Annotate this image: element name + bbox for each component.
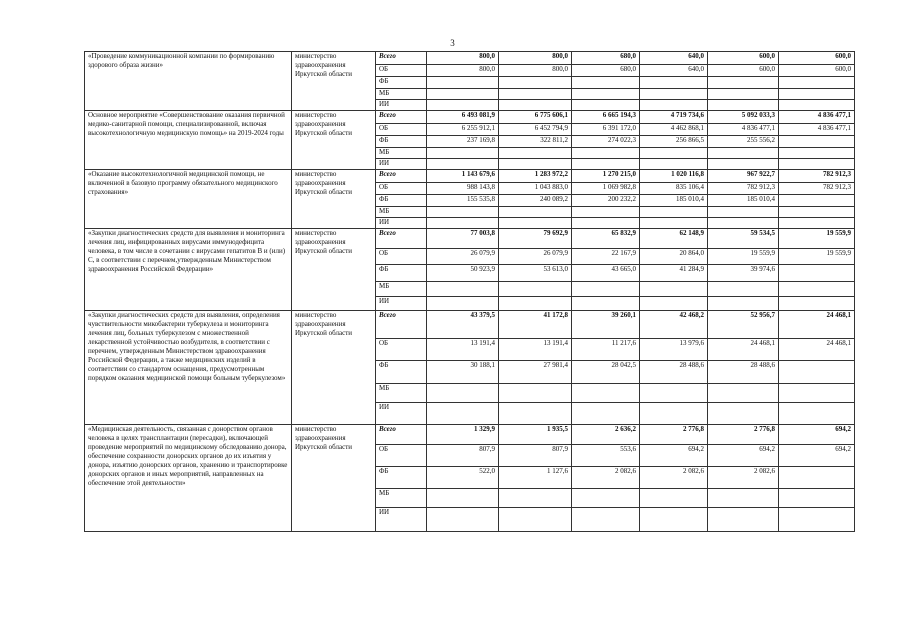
amount-cell xyxy=(640,403,708,425)
funding-source-cell: ОБ xyxy=(376,339,427,361)
amount-cell: 43 665,0 xyxy=(572,265,640,282)
funding-source-cell: Всего xyxy=(376,52,427,65)
amount-cell: 155 535,8 xyxy=(427,195,499,207)
amount-cell xyxy=(572,489,640,508)
amount-cell: 2 082,6 xyxy=(640,467,708,489)
funding-source-cell: ИИ xyxy=(376,297,427,311)
amount-cell xyxy=(499,218,572,229)
amount-cell xyxy=(427,489,499,508)
amount-cell xyxy=(499,89,572,100)
amount-cell: 39 260,1 xyxy=(572,311,640,339)
funding-source-cell: Всего xyxy=(376,170,427,183)
responsible-org-cell: министерство здравоохранения Иркутской области xyxy=(292,425,376,532)
amount-cell: 1 935,5 xyxy=(499,425,572,445)
amount-cell xyxy=(640,489,708,508)
amount-cell xyxy=(640,100,708,111)
amount-cell: 22 167,9 xyxy=(572,249,640,265)
amount-cell xyxy=(708,89,779,100)
amount-cell xyxy=(572,508,640,532)
amount-cell xyxy=(427,508,499,532)
amount-cell: 800,0 xyxy=(427,65,499,77)
amount-cell: 28 042,5 xyxy=(572,361,640,384)
funding-source-cell: Всего xyxy=(376,311,427,339)
amount-cell: 2 776,8 xyxy=(708,425,779,445)
amount-cell xyxy=(708,100,779,111)
amount-cell: 5 092 033,3 xyxy=(708,111,779,124)
amount-cell xyxy=(499,159,572,170)
funding-source-cell: ИИ xyxy=(376,508,427,532)
amount-cell: 600,0 xyxy=(779,52,855,65)
activity-name-cell: «Медицинская деятельность, связанная с донорством органов человека в целях трансплантации (пересадки), включающей проведение мероприятий по медицинскому обследованию донора, обеспечение сохранности донорских органов до их изъятия у донора, изъятию донорских органов, хранению и транспортировке донорских органов и иных мероприятий, направленных на обеспечение этой деятельности» xyxy=(85,425,292,532)
amount-cell: 4 836 477,1 xyxy=(708,124,779,136)
amount-cell xyxy=(779,403,855,425)
amount-cell xyxy=(708,403,779,425)
amount-cell: 28 488,6 xyxy=(708,361,779,384)
amount-cell xyxy=(427,297,499,311)
activity-name-cell: «Закупки диагностических средств для выявления и мониторинга лечения лиц, инфицированных вирусами иммунодефицита человека, в том числе в сочетании с вирусами гепатитов В и (или) С, в соответствии с перечнем,утвержденным Министерством здравоохранения Российской Федерации» xyxy=(85,229,292,311)
amount-cell: 800,0 xyxy=(427,52,499,65)
amount-cell: 6 452 794,9 xyxy=(499,124,572,136)
amount-cell xyxy=(572,218,640,229)
funding-source-cell: ИИ xyxy=(376,159,427,170)
amount-cell xyxy=(779,467,855,489)
table-row xyxy=(85,311,855,339)
funding-source-cell: ФБ xyxy=(376,467,427,489)
funding-source-cell: ИИ xyxy=(376,403,427,425)
amount-cell: 694,2 xyxy=(640,445,708,467)
table-body xyxy=(85,52,855,532)
amount-cell xyxy=(779,89,855,100)
amount-cell: 59 534,5 xyxy=(708,229,779,249)
responsible-org-cell: министерство здравоохранения Иркутской области xyxy=(292,229,376,311)
amount-cell xyxy=(572,100,640,111)
amount-cell xyxy=(499,508,572,532)
amount-cell xyxy=(427,77,499,89)
amount-cell xyxy=(427,282,499,297)
amount-cell: 967 922,7 xyxy=(708,170,779,183)
amount-cell: 988 143,8 xyxy=(427,183,499,195)
amount-cell xyxy=(640,148,708,159)
amount-cell: 2 636,2 xyxy=(572,425,640,445)
amount-cell: 1 283 972,2 xyxy=(499,170,572,183)
amount-cell xyxy=(779,100,855,111)
amount-cell: 807,9 xyxy=(427,445,499,467)
amount-cell xyxy=(708,297,779,311)
page-number: 3 xyxy=(450,38,455,48)
amount-cell: 1 043 883,0 xyxy=(499,183,572,195)
amount-cell: 6 665 194,3 xyxy=(572,111,640,124)
amount-cell: 600,0 xyxy=(708,65,779,77)
amount-cell: 20 864,0 xyxy=(640,249,708,265)
responsible-org-cell: министерство здравоохранения Иркутской области xyxy=(292,111,376,170)
amount-cell: 782 912,3 xyxy=(708,183,779,195)
amount-cell: 835 106,4 xyxy=(640,183,708,195)
amount-cell: 800,0 xyxy=(499,52,572,65)
amount-cell: 26 079,9 xyxy=(427,249,499,265)
amount-cell xyxy=(640,384,708,403)
amount-cell: 237 169,8 xyxy=(427,136,499,148)
amount-cell xyxy=(572,159,640,170)
amount-cell xyxy=(640,297,708,311)
amount-cell xyxy=(499,100,572,111)
funding-source-cell: Всего xyxy=(376,425,427,445)
amount-cell: 1 020 116,8 xyxy=(640,170,708,183)
amount-cell: 27 981,4 xyxy=(499,361,572,384)
amount-cell: 24 468,1 xyxy=(779,311,855,339)
amount-cell: 2 082,6 xyxy=(708,467,779,489)
amount-cell xyxy=(779,282,855,297)
amount-cell xyxy=(427,384,499,403)
funding-source-cell: ИИ xyxy=(376,100,427,111)
funding-source-cell: ИИ xyxy=(376,218,427,229)
amount-cell xyxy=(779,195,855,207)
amount-cell xyxy=(427,159,499,170)
amount-cell: 322 811,2 xyxy=(499,136,572,148)
amount-cell: 600,0 xyxy=(779,65,855,77)
amount-cell: 62 148,9 xyxy=(640,229,708,249)
amount-cell xyxy=(427,403,499,425)
amount-cell xyxy=(779,361,855,384)
funding-source-cell: МБ xyxy=(376,282,427,297)
amount-cell: 19 559,9 xyxy=(779,229,855,249)
amount-cell: 19 559,9 xyxy=(779,249,855,265)
funding-source-cell: ФБ xyxy=(376,195,427,207)
amount-cell xyxy=(640,508,708,532)
budget-table xyxy=(84,51,855,532)
funding-source-cell: ФБ xyxy=(376,265,427,282)
amount-cell: 6 391 172,0 xyxy=(572,124,640,136)
amount-cell: 24 468,1 xyxy=(708,339,779,361)
amount-cell: 240 089,2 xyxy=(499,195,572,207)
funding-source-cell: ФБ xyxy=(376,136,427,148)
table-row xyxy=(85,229,855,249)
amount-cell: 2 776,8 xyxy=(640,425,708,445)
amount-cell: 274 022,3 xyxy=(572,136,640,148)
amount-cell: 1 127,6 xyxy=(499,467,572,489)
funding-source-cell: МБ xyxy=(376,89,427,100)
amount-cell: 782 912,3 xyxy=(779,183,855,195)
responsible-org-cell: министерство здравоохранения Иркутской области xyxy=(292,170,376,229)
amount-cell: 185 010,4 xyxy=(640,195,708,207)
amount-cell: 28 488,6 xyxy=(640,361,708,384)
amount-cell xyxy=(572,207,640,218)
amount-cell xyxy=(708,489,779,508)
amount-cell: 6 493 081,9 xyxy=(427,111,499,124)
amount-cell xyxy=(779,489,855,508)
funding-source-cell: ОБ xyxy=(376,183,427,195)
table-row xyxy=(85,425,855,445)
amount-cell xyxy=(779,148,855,159)
amount-cell xyxy=(572,89,640,100)
amount-cell: 256 866,5 xyxy=(640,136,708,148)
amount-cell: 4 462 868,1 xyxy=(640,124,708,136)
responsible-org-cell: министерство здравоохранения Иркутской области xyxy=(292,52,376,111)
amount-cell xyxy=(779,136,855,148)
amount-cell: 200 232,2 xyxy=(572,195,640,207)
amount-cell: 600,0 xyxy=(708,52,779,65)
funding-source-cell: Всего xyxy=(376,111,427,124)
amount-cell: 53 613,0 xyxy=(499,265,572,282)
amount-cell: 41 284,9 xyxy=(640,265,708,282)
funding-source-cell: ОБ xyxy=(376,249,427,265)
amount-cell xyxy=(779,384,855,403)
amount-cell: 42 468,2 xyxy=(640,311,708,339)
amount-cell: 19 559,9 xyxy=(708,249,779,265)
funding-source-cell: ОБ xyxy=(376,445,427,467)
amount-cell: 1 270 215,0 xyxy=(572,170,640,183)
amount-cell xyxy=(427,100,499,111)
amount-cell xyxy=(427,218,499,229)
amount-cell xyxy=(708,159,779,170)
amount-cell xyxy=(640,89,708,100)
amount-cell xyxy=(427,89,499,100)
amount-cell xyxy=(640,159,708,170)
amount-cell: 694,2 xyxy=(708,445,779,467)
amount-cell xyxy=(708,77,779,89)
amount-cell xyxy=(779,77,855,89)
amount-cell: 50 923,9 xyxy=(427,265,499,282)
activity-name-cell: «Закупки диагностических средств для выявления, определения чувствительности микобактерии туберкулеза и мониторинга лечения лиц, больных туберкулезом с множественной лекарственной устойчивостью возбудителя, в соответствии с перечнем, утвержденным Министерством здравоохранения Российской Федерации, а также медицинских изделий в соответствии со стандартом оснащения, предусмотренным порядком оказания медицинской помощи больным туберкулезом» xyxy=(85,311,292,425)
funding-source-cell: ФБ xyxy=(376,361,427,384)
amount-cell: 694,2 xyxy=(779,425,855,445)
amount-cell: 1 069 982,8 xyxy=(572,183,640,195)
amount-cell: 43 379,5 xyxy=(427,311,499,339)
amount-cell: 255 556,2 xyxy=(708,136,779,148)
amount-cell xyxy=(499,148,572,159)
amount-cell xyxy=(427,148,499,159)
amount-cell xyxy=(779,159,855,170)
amount-cell: 79 692,9 xyxy=(499,229,572,249)
responsible-org-cell: министерство здравоохранения Иркутской области xyxy=(292,311,376,425)
amount-cell: 807,9 xyxy=(499,445,572,467)
amount-cell: 4 836 477,1 xyxy=(779,124,855,136)
funding-source-cell: ФБ xyxy=(376,77,427,89)
amount-cell xyxy=(640,77,708,89)
amount-cell xyxy=(708,384,779,403)
amount-cell xyxy=(708,207,779,218)
amount-cell xyxy=(499,77,572,89)
amount-cell xyxy=(779,508,855,532)
amount-cell: 640,0 xyxy=(640,65,708,77)
funding-source-cell: ОБ xyxy=(376,124,427,136)
amount-cell xyxy=(779,207,855,218)
amount-cell xyxy=(779,297,855,311)
amount-cell: 26 079,9 xyxy=(499,249,572,265)
amount-cell xyxy=(499,297,572,311)
amount-cell: 13 191,4 xyxy=(427,339,499,361)
amount-cell: 185 010,4 xyxy=(708,195,779,207)
amount-cell xyxy=(640,218,708,229)
amount-cell xyxy=(499,384,572,403)
amount-cell xyxy=(499,207,572,218)
amount-cell xyxy=(779,218,855,229)
funding-source-cell: МБ xyxy=(376,148,427,159)
amount-cell xyxy=(572,403,640,425)
amount-cell: 39 974,6 xyxy=(708,265,779,282)
amount-cell xyxy=(427,207,499,218)
amount-cell: 30 188,1 xyxy=(427,361,499,384)
amount-cell xyxy=(708,282,779,297)
amount-cell xyxy=(640,282,708,297)
amount-cell xyxy=(572,384,640,403)
table-row xyxy=(85,170,855,183)
funding-source-cell: Всего xyxy=(376,229,427,249)
amount-cell: 694,2 xyxy=(779,445,855,467)
amount-cell xyxy=(572,77,640,89)
table-row xyxy=(85,52,855,65)
amount-cell: 680,0 xyxy=(572,52,640,65)
amount-cell: 522,0 xyxy=(427,467,499,489)
amount-cell: 41 172,8 xyxy=(499,311,572,339)
amount-cell xyxy=(499,282,572,297)
funding-source-cell: МБ xyxy=(376,207,427,218)
amount-cell: 77 003,8 xyxy=(427,229,499,249)
amount-cell: 2 082,6 xyxy=(572,467,640,489)
amount-cell: 640,0 xyxy=(640,52,708,65)
amount-cell: 52 956,7 xyxy=(708,311,779,339)
funding-source-cell: МБ xyxy=(376,489,427,508)
funding-source-cell: МБ xyxy=(376,384,427,403)
amount-cell xyxy=(779,265,855,282)
amount-cell: 4 836 477,1 xyxy=(779,111,855,124)
amount-cell: 800,0 xyxy=(499,65,572,77)
amount-cell xyxy=(708,148,779,159)
amount-cell: 6 255 912,1 xyxy=(427,124,499,136)
amount-cell: 65 832,9 xyxy=(572,229,640,249)
amount-cell xyxy=(708,508,779,532)
amount-cell xyxy=(572,297,640,311)
amount-cell: 11 217,6 xyxy=(572,339,640,361)
activity-name-cell: «Оказание высокотехнологичной медицинской помощи, не включенной в базовую программу обязательного медицинского страхования» xyxy=(85,170,292,229)
funding-source-cell: ОБ xyxy=(376,65,427,77)
amount-cell xyxy=(640,207,708,218)
amount-cell: 24 468,1 xyxy=(779,339,855,361)
activity-name-cell: Основное мероприятие «Совершенствование оказания первичной медико-санитарной помощи, специализированной, включая высокотехнологичную медицинскую помощь» на 2019-2024 годы xyxy=(85,111,292,170)
amount-cell xyxy=(572,282,640,297)
amount-cell xyxy=(708,218,779,229)
amount-cell: 6 775 606,1 xyxy=(499,111,572,124)
amount-cell: 782 912,3 xyxy=(779,170,855,183)
amount-cell xyxy=(572,148,640,159)
amount-cell: 13 979,6 xyxy=(640,339,708,361)
amount-cell: 553,6 xyxy=(572,445,640,467)
amount-cell: 1 143 679,6 xyxy=(427,170,499,183)
amount-cell xyxy=(499,403,572,425)
amount-cell: 4 719 734,6 xyxy=(640,111,708,124)
activity-name-cell: «Проведение коммуникационной компании по формированию здорового образа жизни» xyxy=(85,52,292,111)
amount-cell: 680,0 xyxy=(572,65,640,77)
amount-cell: 1 329,9 xyxy=(427,425,499,445)
table-row xyxy=(85,111,855,124)
amount-cell xyxy=(499,489,572,508)
amount-cell: 13 191,4 xyxy=(499,339,572,361)
